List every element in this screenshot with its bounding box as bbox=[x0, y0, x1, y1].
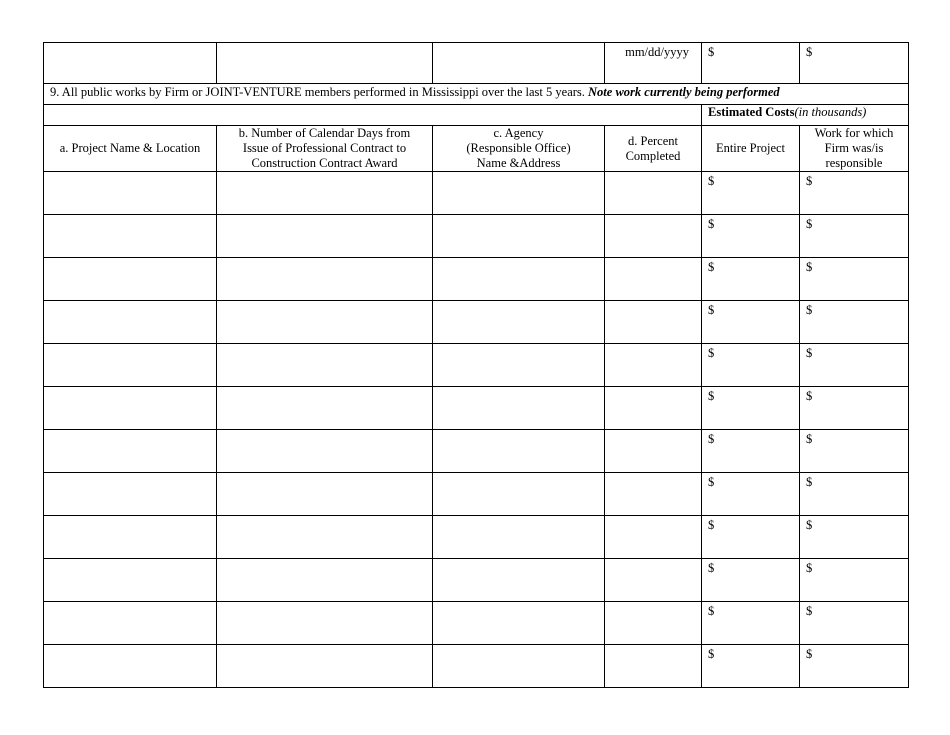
table-row bbox=[44, 301, 909, 344]
table-row bbox=[44, 602, 909, 645]
firm-responsible-cost-cell[interactable]: $ bbox=[800, 473, 909, 516]
table-row bbox=[44, 559, 909, 602]
calendar-days-cell[interactable] bbox=[217, 559, 433, 602]
calendar-days-cell[interactable] bbox=[217, 258, 433, 301]
percent-completed-cell[interactable] bbox=[605, 301, 702, 344]
firm-responsible-cost-cell[interactable]: $ bbox=[800, 387, 909, 430]
firm-responsible-cost-cell[interactable]: $ bbox=[800, 301, 909, 344]
calendar-days-cell[interactable] bbox=[217, 473, 433, 516]
entire-project-cost-cell[interactable]: $ bbox=[702, 516, 800, 559]
firm-responsible-cost-cell[interactable]: $ bbox=[800, 602, 909, 645]
table-row bbox=[44, 645, 909, 688]
agency-cell[interactable] bbox=[433, 645, 605, 688]
table-row bbox=[44, 473, 909, 516]
header-agency: c. Agency (Responsible Office) Name &Address bbox=[433, 126, 605, 172]
entire-project-cost-cell[interactable]: $ bbox=[702, 172, 800, 215]
agency-cell[interactable] bbox=[433, 344, 605, 387]
percent-completed-cell[interactable] bbox=[605, 516, 702, 559]
top-currency-work[interactable]: $ bbox=[800, 43, 909, 84]
project-name-cell[interactable] bbox=[44, 301, 217, 344]
calendar-days-cell[interactable] bbox=[217, 301, 433, 344]
firm-responsible-cost-cell[interactable]: $ bbox=[800, 344, 909, 387]
agency-cell[interactable] bbox=[433, 602, 605, 645]
project-name-cell[interactable] bbox=[44, 344, 217, 387]
project-name-cell[interactable] bbox=[44, 559, 217, 602]
project-name-cell[interactable] bbox=[44, 645, 217, 688]
entire-project-cost-cell[interactable]: $ bbox=[702, 215, 800, 258]
header-project-name: a. Project Name & Location bbox=[44, 126, 217, 172]
agency-cell[interactable] bbox=[433, 430, 605, 473]
percent-completed-cell[interactable] bbox=[605, 430, 702, 473]
entire-project-cost-cell[interactable]: $ bbox=[702, 301, 800, 344]
header-entire-project: Entire Project bbox=[702, 126, 800, 172]
calendar-days-cell[interactable] bbox=[217, 215, 433, 258]
table-row bbox=[44, 387, 909, 430]
table-row bbox=[44, 258, 909, 301]
column-header-row bbox=[44, 126, 909, 172]
percent-completed-cell[interactable] bbox=[605, 344, 702, 387]
percent-completed-cell[interactable] bbox=[605, 602, 702, 645]
project-name-cell[interactable] bbox=[44, 387, 217, 430]
table-row bbox=[44, 215, 909, 258]
header-calendar-days: b. Number of Calendar Days from Issue of Professional Contract to Construction Contract Award bbox=[217, 126, 433, 172]
project-rows bbox=[44, 172, 909, 688]
calendar-days-cell[interactable] bbox=[217, 344, 433, 387]
project-name-cell[interactable] bbox=[44, 430, 217, 473]
firm-responsible-cost-cell[interactable]: $ bbox=[800, 172, 909, 215]
agency-cell[interactable] bbox=[433, 172, 605, 215]
firm-responsible-cost-cell[interactable]: $ bbox=[800, 258, 909, 301]
firm-responsible-cost-cell[interactable]: $ bbox=[800, 645, 909, 688]
estimated-costs-title: Estimated Costs bbox=[708, 105, 795, 119]
project-name-cell[interactable] bbox=[44, 602, 217, 645]
table-row bbox=[44, 516, 909, 559]
project-name-cell[interactable] bbox=[44, 258, 217, 301]
percent-completed-cell[interactable] bbox=[605, 559, 702, 602]
top-cell-days[interactable] bbox=[217, 43, 433, 84]
top-row bbox=[44, 43, 909, 84]
calendar-days-cell[interactable] bbox=[217, 430, 433, 473]
percent-completed-cell[interactable] bbox=[605, 172, 702, 215]
estimated-costs-label bbox=[702, 105, 909, 126]
section-9-heading bbox=[44, 84, 909, 105]
agency-cell[interactable] bbox=[433, 516, 605, 559]
firm-responsible-cost-cell[interactable]: $ bbox=[800, 516, 909, 559]
agency-cell[interactable] bbox=[433, 301, 605, 344]
estimated-costs-unit: (in thousands) bbox=[794, 105, 867, 119]
calendar-days-cell[interactable] bbox=[217, 172, 433, 215]
table-row bbox=[44, 344, 909, 387]
header-percent-completed: d. Percent Completed bbox=[605, 126, 702, 172]
section-9-note: Note work currently being performed bbox=[588, 85, 780, 99]
entire-project-cost-cell[interactable]: $ bbox=[702, 645, 800, 688]
project-name-cell[interactable] bbox=[44, 516, 217, 559]
agency-cell[interactable] bbox=[433, 559, 605, 602]
entire-project-cost-cell[interactable]: $ bbox=[702, 344, 800, 387]
section-9-text: 9. All public works by Firm or JOINT-VENTURE members performed in Mississippi over the last 5 years. bbox=[50, 85, 589, 99]
calendar-days-cell[interactable] bbox=[217, 516, 433, 559]
firm-responsible-cost-cell[interactable]: $ bbox=[800, 559, 909, 602]
header-work-responsible: Work for which Firm was/is responsible bbox=[800, 126, 909, 172]
percent-completed-cell[interactable] bbox=[605, 215, 702, 258]
table-row bbox=[44, 430, 909, 473]
percent-completed-cell[interactable] bbox=[605, 473, 702, 516]
calendar-days-cell[interactable] bbox=[217, 602, 433, 645]
project-name-cell[interactable] bbox=[44, 473, 217, 516]
firm-responsible-cost-cell[interactable]: $ bbox=[800, 430, 909, 473]
project-name-cell[interactable] bbox=[44, 215, 217, 258]
calendar-days-cell[interactable] bbox=[217, 387, 433, 430]
top-cell-agency[interactable] bbox=[433, 43, 605, 84]
entire-project-cost-cell[interactable]: $ bbox=[702, 387, 800, 430]
agency-cell[interactable] bbox=[433, 258, 605, 301]
agency-cell[interactable] bbox=[433, 387, 605, 430]
percent-completed-cell[interactable] bbox=[605, 387, 702, 430]
percent-completed-cell[interactable] bbox=[605, 645, 702, 688]
percent-completed-cell[interactable] bbox=[605, 258, 702, 301]
firm-responsible-cost-cell[interactable]: $ bbox=[800, 215, 909, 258]
project-name-cell[interactable] bbox=[44, 172, 217, 215]
date-field[interactable]: mm/dd/yyyy bbox=[605, 43, 702, 84]
top-cell-project[interactable] bbox=[44, 43, 217, 84]
entire-project-cost-cell[interactable]: $ bbox=[702, 430, 800, 473]
entire-project-cost-cell[interactable]: $ bbox=[702, 559, 800, 602]
entire-project-cost-cell[interactable]: $ bbox=[702, 258, 800, 301]
entire-project-cost-cell[interactable]: $ bbox=[702, 602, 800, 645]
calendar-days-cell[interactable] bbox=[217, 645, 433, 688]
section-9-row bbox=[44, 84, 909, 105]
public-works-form-table bbox=[43, 42, 909, 688]
table-row bbox=[44, 172, 909, 215]
entire-project-cost-cell[interactable]: $ bbox=[702, 473, 800, 516]
estimated-costs-spacer bbox=[44, 105, 702, 126]
agency-cell[interactable] bbox=[433, 473, 605, 516]
estimated-costs-row bbox=[44, 105, 909, 126]
agency-cell[interactable] bbox=[433, 215, 605, 258]
top-currency-entire[interactable]: $ bbox=[702, 43, 800, 84]
